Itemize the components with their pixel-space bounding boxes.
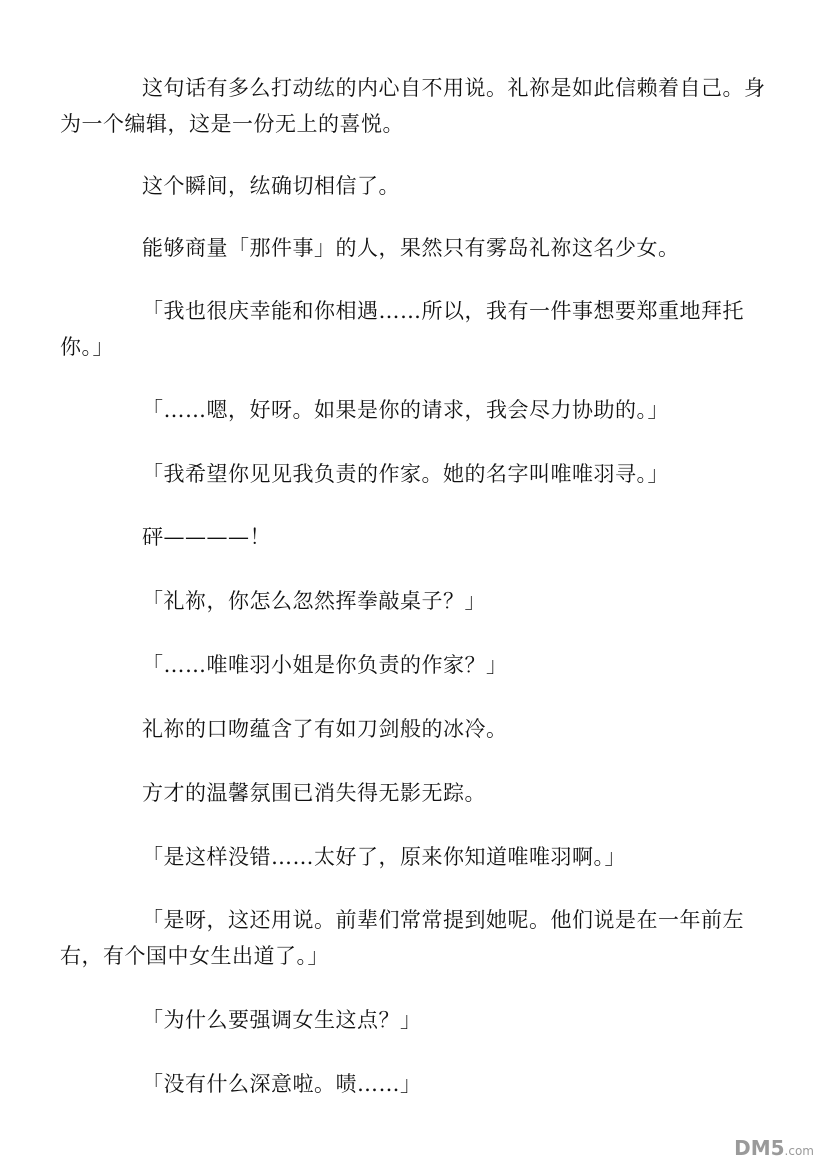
paragraph-5: 「……嗯，好呀。如果是你的请求，我会尽力协助的。」 xyxy=(142,398,669,422)
paragraph-7: 砰————！ xyxy=(142,525,271,549)
paragraph-13: 「是呀，这还用说。前辈们常常提到她呢。他们说是在一年前左右，有个国中女生出道了。」 xyxy=(60,908,744,968)
watermark-main: DM5 xyxy=(734,1136,785,1160)
paragraph-1: 这句话有多么打动纮的内心自不用说。礼祢是如此信赖着自己。身为一个编辑，这是一份无上的喜悦。 xyxy=(60,76,766,136)
paragraph-10: 礼祢的口吻蕴含了有如刀剑般的冰冷。 xyxy=(142,717,508,741)
paragraph-15: 「没有什么深意啦。啧……」 xyxy=(142,1072,422,1096)
paragraph-12: 「是这样没错……太好了，原来你知道唯唯羽啊。」 xyxy=(142,845,626,869)
paragraph-14: 「为什么要强调女生这点？」 xyxy=(142,1008,422,1032)
watermark-suffix: .com xyxy=(784,1144,814,1158)
paragraph-3: 能够商量「那件事」的人，果然只有雾岛礼祢这名少女。 xyxy=(142,236,680,260)
paragraph-9: 「……唯唯羽小姐是你负责的作家？」 xyxy=(142,653,508,677)
paragraph-2: 这个瞬间，纮确切相信了。 xyxy=(142,174,400,198)
site-watermark-logo xyxy=(714,1135,814,1161)
paragraph-11: 方才的温馨氛围已消失得无影无踪。 xyxy=(142,781,486,805)
paragraph-6: 「我希望你见见我负责的作家。她的名字叫唯唯羽寻。」 xyxy=(142,462,669,486)
paragraph-8: 「礼祢，你怎么忽然挥拳敲桌子？」 xyxy=(142,589,486,613)
paragraph-4: 「我也很庆幸能和你相遇……所以，我有一件事想要郑重地拜托你。」 xyxy=(60,299,744,359)
